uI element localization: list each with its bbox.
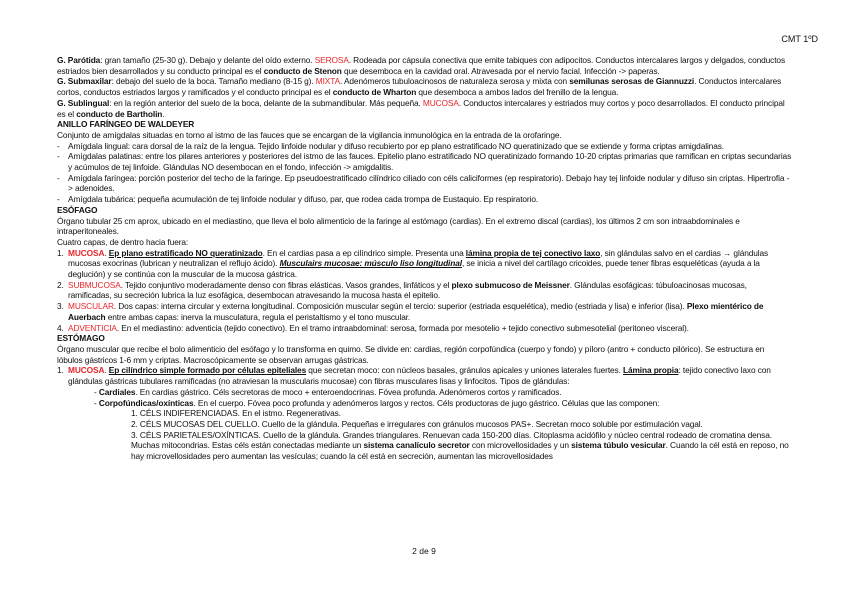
text: , sin glándulas salvo en el cardias → glándulas mucosas exocrinas (lubrican y neutralizan el reflujo ácido).: [68, 247, 769, 269]
estomago-intro: Órgano muscular que recibe el bolo alimenticio del esófago y lo transforma en quimo. Se divide en: cardias, región corpofúndica (cuerpo y fondo) y píloro (antro + conducto pilórico). Se estructura en lóbulos gástricos 1-6 mm y criptas. Macroscópicamente se observan arrugas gástricas.: [57, 343, 765, 365]
text: entre ambas capas: inerva la musculatura, regula el peristaltismo y el tono muscular.: [105, 311, 411, 322]
text: 3.: [131, 429, 138, 440]
estomago-mucosa: [57, 365, 792, 386]
text: SUBMUCOSA: [68, 279, 121, 290]
text: -: [94, 386, 97, 397]
text: : en la región anterior del suelo de la boca, delante de la submandibular. Más pequeña.: [109, 97, 423, 108]
text: Cardiales: [98, 386, 136, 397]
submaxilar-semilunas: semilunas serosas de Giannuzzi: [569, 76, 695, 87]
text: . Rodeada por cápsula conectiva que emite tabiques con adipocitos. Conductos intercalares largos y delgados, conductos estriados bien desarrollados y su conducto principal es el: [57, 55, 785, 76]
sublingual-paragraph: [57, 98, 792, 119]
text: ANILLO FARÍNGEO DE WALDEYER: [57, 119, 195, 130]
text: , se inicia a nivel del cartílago cricoides, puede tener fibras esqueléticas (ayuda a la deglución) y se continúa con la muscular de la mucosa gástrica.: [68, 258, 760, 280]
esofago-mucosa: [57, 248, 792, 280]
page-content: [57, 55, 792, 462]
bullet: -: [57, 172, 60, 183]
text: CÉLS MUCOSAS DEL CUELLO. Cuello de la glándula. Pequeñas e irregulares con gránulos mucosos PAS+. Secretan moco soluble por estimulación vagal.: [139, 418, 703, 429]
sublingual-type: MUCOSA: [422, 97, 459, 108]
text: .: [104, 365, 109, 376]
esofago-title: [57, 205, 792, 216]
number: 1.: [57, 247, 64, 258]
esofago-adventicia: [57, 323, 792, 334]
text: Musculairs mucosae: músculo liso longitudinal: [279, 258, 462, 269]
parotida-type: SEROSA: [314, 55, 349, 65]
bullet: -: [57, 140, 60, 151]
cell-type-item: [57, 419, 792, 430]
submaxilar-type: MIXTA: [315, 76, 341, 87]
text: MUCOSA: [68, 247, 105, 258]
text: ESÓFAGO: [57, 204, 98, 215]
text: Amígdala lingual: cara dorsal de la raíz de la lengua. Tejido linfoide nodular y difuso recubierto por ep plano estratificado NO queratinizado que se extiende y forma criptas amigdalinas.: [68, 140, 724, 151]
bullet: -: [57, 151, 60, 162]
list-item: [57, 173, 792, 194]
text: 2.: [131, 418, 138, 429]
cell-type-item: [57, 430, 792, 462]
text: Plexo mientérico de Auerbach: [68, 301, 764, 322]
text: Ep cilíndrico simple formado por células epiteliales: [108, 365, 307, 376]
text: Amígdala faríngea: porción posterior del techo de la faringe. Ep pseudoestratificado cilíndrico ciliado con céls caliciformes (ep respiratorio). Debajo hay tej linfoide nodular y difuso sin criptas. Hipertrofia -> adenoides.: [68, 172, 790, 194]
parotida-name: G. Parótida: [57, 55, 101, 65]
glandulas-cardiales: [57, 387, 792, 398]
glandulas-corpofundicas: [57, 398, 792, 409]
text: . En el mediastino: adventicia (tejido conectivo). En el tramo intraabdominal: serosa, formada por mesotelio + tejido conectivo submesotelial (peritoneo visceral).: [116, 322, 689, 333]
submaxilar-paragraph: [57, 76, 792, 97]
submaxilar-duct: conducto de Wharton: [332, 87, 417, 98]
text: Amígdalas palatinas: entre los pilares anteriores y posteriores del istmo de las fauces. Epitelio plano estratificado NO queratinizado formando 10-20 criptas primarias que ramifican en criptas secundarias y acúmulos de tej linfoide. Glándulas NO desembocan en el fondo, infección -> amigdalitis.: [68, 151, 792, 173]
waldeyer-title: [57, 119, 792, 130]
text: que desemboca en la cavidad oral. Atravesada por el nervio facial. Infección -> paperas.: [341, 65, 660, 76]
text: . Tejido conjuntivo moderadamente denso con fibras elásticas. Vasos grandes, linfáticos y el: [120, 279, 452, 290]
cell-type-item: [57, 408, 792, 419]
text: : tejido conectivo laxo con glándulas gástricas tubulares ramificadas (no atraviesan la muscularis mucosae) con fibras musculares lisas y linfocitos. Tipos de glándulas:: [68, 365, 771, 387]
text: -: [94, 397, 97, 408]
text: con microvellosidades y un: [469, 440, 572, 451]
text: ESTÓMAGO: [57, 333, 105, 344]
text: ADVENTICIA: [68, 322, 117, 333]
number: 4.: [57, 322, 64, 333]
text: Amígdala tubárica: pequeña acumulación de tej linfoide nodular y difuso, par, que rodea cada trompa de Eustaquio. Ep respiratorio.: [68, 194, 539, 205]
header-course-code: CMT 1ºD: [781, 34, 818, 44]
page-number: 2 de 9: [412, 546, 436, 556]
esofago-layers-intro: Cuatro capas, de dentro hacia fuera:: [57, 236, 189, 247]
list-item: [57, 141, 792, 152]
text: MUSCULAR: [68, 301, 114, 312]
number: 3.: [57, 301, 64, 312]
text: : gran tamaño (25-30 g). Debajo y delante del oído externo.: [100, 55, 315, 65]
sublingual-duct: conducto de Bartholin: [76, 108, 163, 119]
text: que secretan moco: con núcleos basales, gránulos apicales y uniones laterales fuertes.: [306, 365, 624, 376]
text: . En el cuerpo. Fóvea poco profunda y adenómeros largos y rectos. Céls productoras de jugo gástrico. Células que las componen:: [193, 397, 660, 408]
text: lámina propia de tej conectivo laxo: [465, 247, 601, 258]
text: . Dos capas: interna circular y externa longitudinal. Composición muscular según el tercio: superior (estriada esquelética), medio (estriada y lisa) e inferior (lisa).: [113, 301, 687, 312]
number: 1.: [57, 365, 64, 376]
text: CÉLS PARIETALES/OXÍNTICAS. Cuello de la glándula. Grandes triangulares. Renuevan cada 150-200 días. Citoplasma acidófilo y núcleo central rodeado de cromatina densa. Muchas mitocondrias. Estas céls están conectadas mediante un: [131, 429, 772, 451]
text: MUCOSA: [68, 365, 105, 376]
text: plexo submucoso de Meissner: [451, 279, 570, 290]
text: . Adenómeros tubuloacinosos de naturaleza serosa y mixta con: [340, 76, 570, 87]
number: 2.: [57, 279, 64, 290]
text: sistema túbulo vesicular: [571, 440, 666, 451]
text: CÉLS INDIFERENCIADAS. En el istmo. Regenerativas.: [139, 408, 341, 419]
bullet: -: [57, 194, 60, 205]
text: . Glándulas esofágicas: túbuloacinosas mucosas, ramificadas, su secreción lubrica la luz esofágica, desembocan atravesando la mucosa hasta el epitelio.: [68, 279, 747, 301]
parotida-duct: conducto de Stenon: [263, 65, 342, 76]
text: . Cuando la cél está en reposo, no hay microvellosidades pero aumentan las vesículas; cuando la cél está en secreción, aumentan las microvellosidades: [131, 440, 789, 462]
parotida-paragraph: [57, 55, 792, 76]
esofago-muscular: [57, 301, 792, 322]
text: que desemboca a ambos lados del frenillo de la lengua.: [416, 87, 619, 98]
text: Lámina propia: [623, 365, 679, 376]
text: : debajo del suelo de la boca. Tamaño mediano (8-15 g).: [111, 76, 316, 87]
text: .: [162, 108, 165, 119]
text: . En el cardias pasa a ep cilíndrico simple. Presenta una: [262, 247, 466, 258]
estomago-title: [57, 333, 792, 344]
esofago-intro: Órgano tubular 25 cm aprox, ubicado en el mediastino, que lleva el bolo alimenticio de la faringe al estómago (cardias). En el extremo discal (cardias), los últimos 2 cm son intraabdominales e intraperitoneales.: [57, 215, 740, 237]
text: 1.: [131, 408, 138, 419]
text: .: [104, 247, 109, 258]
esofago-submucosa: [57, 280, 792, 301]
text: . En cardias gástrico. Céls secretoras de moco + enteroendocrinas. Fóvea profunda. Adenómeros cortos y ramificados.: [135, 386, 562, 397]
submaxilar-name: G. Submaxilar: [57, 76, 112, 87]
list-item: [57, 151, 792, 172]
waldeyer-intro: Conjunto de amígdalas situadas en torno al istmo de las fauces que se encargan de la vigilancia inmunológica en la entrada de la orofaringe.: [57, 129, 562, 140]
text: sistema canalículo secretor: [363, 440, 470, 451]
text: . Conductos intercalares y estriados muy cortos y poco desarrollados. El conducto principal es el: [57, 97, 785, 119]
text: . Conductos intercalares cortos, conductos estriados largos y ramificados y el conducto principal es el: [57, 76, 782, 98]
text: Corpofúndicas/oxínticas: [98, 397, 194, 408]
text: Ep plano estratificado NO queratinizado: [108, 247, 263, 258]
sublingual-name: G. Sublingual: [57, 97, 110, 108]
list-item: [57, 194, 792, 205]
